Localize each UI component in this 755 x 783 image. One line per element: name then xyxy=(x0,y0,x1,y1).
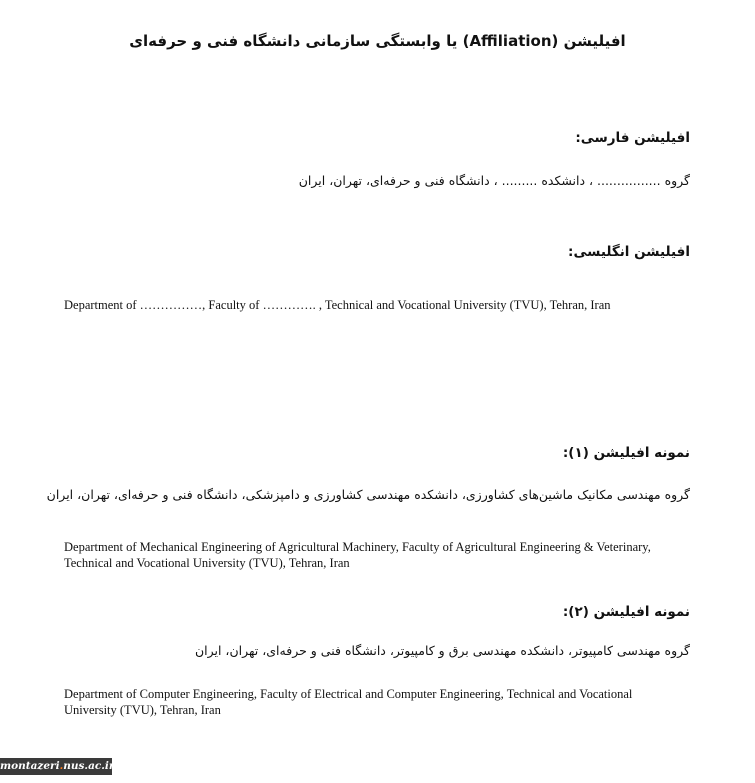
watermark-logo xyxy=(0,758,115,775)
sample-2-english: Department of Computer Engineering, Faculty of Electrical and Computer Engineering, Technical and Vocational University (TVU), Tehran, Iran xyxy=(64,687,633,717)
sample-1-persian: گروه مهندسی مکانیک ماشین‌های کشاورزی، دانشکده مهندسی کشاورزی و دامپزشکی، دانشگاه فنی و حرفه‌ای، تهران، ایران xyxy=(46,487,690,502)
document-title: افیلیشن (Affiliation) یا وابستگی سازمانی دانشگاه فنی و حرفه‌ای xyxy=(129,32,626,50)
sample-1-heading: نمونه افیلیشن (۱): xyxy=(562,445,690,461)
persian-affiliation-template: گروه ................ ، دانشکده ......... ، دانشگاه فنی و حرفه‌ای، تهران، ایران xyxy=(298,173,690,188)
watermark-name: montazeri xyxy=(0,760,60,772)
english-affiliation-template: Department of ……………, Faculty of …………. , Technical and Vocational University (TVU), Tehran, Iran xyxy=(64,298,611,312)
watermark-separator: . xyxy=(59,760,64,772)
watermark-domain: nus.ac.ir xyxy=(63,760,115,772)
english-affiliation-heading: افیلیشن انگلیسی: xyxy=(568,244,690,260)
sample-1-english: Department of Mechanical Engineering of Agricultural Machinery, Faculty of Agricultural Engineering & Veterinary, Technical and Vocational University (TVU), Tehran, Iran xyxy=(64,540,651,570)
sample-2-heading: نمونه افیلیشن (۲): xyxy=(562,604,690,620)
sample-2-persian: گروه مهندسی کامپیوتر، دانشکده مهندسی برق و کامپیوتر، دانشگاه فنی و حرفه‌ای، تهران، ایران xyxy=(194,643,690,658)
persian-affiliation-heading: افیلیشن فارسی: xyxy=(575,130,690,146)
